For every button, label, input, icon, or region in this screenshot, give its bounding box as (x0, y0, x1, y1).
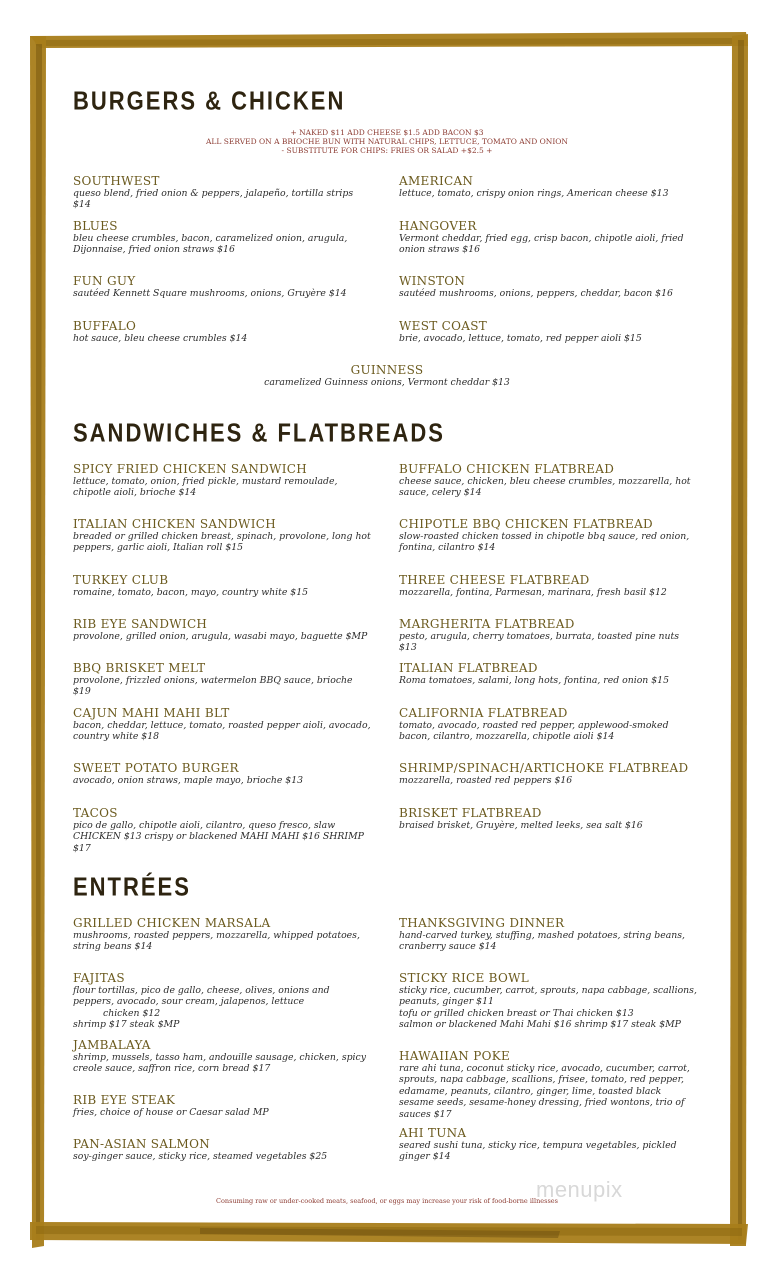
item-desc: brie, avocado, lettuce, tomato, red pepper aioli $15 (399, 333, 642, 344)
section-title-burgers: BURGERS & CHICKEN (73, 86, 346, 116)
item-name: BBQ BRISKET MELT (73, 661, 206, 675)
watermark-logo: menupix (536, 1177, 623, 1202)
item-name: HANGOVER (399, 219, 477, 233)
menu-item (73, 916, 373, 953)
item-desc: Roma tomatoes, salami, long hots, fontina, red onion $15 (399, 675, 669, 686)
item-desc: lettuce, tomato, crispy onion rings, American cheese $13 (399, 188, 669, 199)
menu-item (73, 274, 373, 299)
menu-item (399, 274, 699, 299)
menu-item (73, 1038, 373, 1075)
item-name: TACOS (73, 806, 118, 820)
item-desc: shrimp, mussels, tasso ham, andouille sausage, chicken, spicy creole sauce, saffron rice, corn bread $17 (73, 1052, 366, 1075)
item-desc: soy-ginger sauce, sticky rice, steamed vegetables $25 (73, 1151, 328, 1162)
item-desc: CHICKEN $13 crispy or blackened MAHI MAHI $16 SHRIMP $17 (73, 831, 364, 854)
item-desc: seared sushi tuna, sticky rice, tempura vegetables, pickled ginger $14 (399, 1140, 677, 1163)
menu-item (399, 462, 699, 499)
menu-item (73, 971, 373, 1031)
item-name: FUN GUY (73, 274, 136, 288)
item-desc: pesto, arugula, cherry tomatoes, burrata, toasted pine nuts $13 (399, 631, 680, 654)
item-name: SOUTHWEST (73, 174, 160, 188)
item-desc: braised brisket, Gruyère, melted leeks, sea salt $16 (399, 820, 643, 831)
menu-item (399, 573, 699, 598)
item-name: THREE CHEESE FLATBREAD (399, 573, 590, 587)
item-name: CAJUN MAHI MAHI BLT (73, 706, 230, 720)
item-name: BLUES (73, 219, 118, 233)
menu-item (73, 174, 373, 211)
item-price: chicken $12 (103, 1007, 161, 1019)
item-desc: Vermont cheddar, fried egg, crisp bacon, chipotle aioli, fried onion straws $16 (399, 233, 684, 256)
item-name: AHI TUNA (399, 1126, 467, 1140)
item-desc: cheese sauce, chicken, bleu cheese crumbles, mozzarella, hot sauce, celery $14 (399, 476, 691, 499)
item-desc: caramelized Guinness onions, Vermont cheddar $13 (264, 377, 510, 388)
item-name: WINSTON (399, 274, 466, 288)
menu-item (399, 319, 699, 344)
item-name: RIB EYE SANDWICH (73, 617, 208, 631)
burger-note-line: - SUBSTITUTE FOR CHIPS: FRIES OR SALAD +$2.5 + (281, 146, 493, 155)
item-desc: sticky rice, cucumber, carrot, sprouts, napa cabbage, scallions, peanuts, ginger $11 (399, 985, 697, 1008)
menu-item (399, 174, 699, 199)
item-desc-text: flour tortillas, pico de gallo, cheese, olives, onions and peppers, avocado, sour cream, jalapenos, lettuce (73, 985, 330, 1008)
menu-item (73, 462, 373, 499)
item-name: THANKSGIVING DINNER (399, 916, 565, 930)
burger-note (0, 128, 774, 155)
item-desc: tomato, avocado, roasted red pepper, applewood-smoked bacon, cilantro, mozzarella, chipotle aioli $14 (399, 720, 669, 743)
item-desc: bleu cheese crumbles, bacon, caramelized onion, arugula, Dijonnaise, fried onion straws $16 (73, 233, 348, 256)
item-name: BRISKET FLATBREAD (399, 806, 542, 820)
item-desc: tofu or grilled chicken breast or Thai chicken $13 (399, 1007, 634, 1019)
menu-item (399, 1126, 699, 1163)
menu-item (399, 916, 699, 953)
menu-item (399, 761, 699, 786)
item-name: TURKEY CLUB (73, 573, 169, 587)
item-desc (73, 985, 373, 1019)
menu-item (73, 806, 373, 854)
item-name: STICKY RICE BOWL (399, 971, 530, 985)
item-desc: mozzarella, fontina, Parmesan, marinara, fresh basil $12 (399, 587, 667, 598)
item-desc: slow-roasted chicken tossed in chipotle bbq sauce, red onion, fontina, cilantro $14 (399, 531, 690, 554)
menu-item (73, 617, 373, 642)
item-desc: lettuce, tomato, onion, fried pickle, mustard remoulade, chipotle aioli, brioche $14 (73, 476, 338, 499)
item-desc: romaine, tomato, bacon, mayo, country white $15 (73, 587, 309, 598)
item-name: SPICY FRIED CHICKEN SANDWICH (73, 462, 307, 476)
item-name: CHIPOTLE BBQ CHICKEN FLATBREAD (399, 517, 653, 531)
menu-item (399, 806, 699, 831)
menu-item (399, 661, 699, 686)
menu-item (399, 706, 699, 743)
item-name: HAWAIIAN POKE (399, 1049, 511, 1063)
item-desc: bacon, cheddar, lettuce, tomato, roasted pepper aioli, avocado, country white $18 (73, 720, 371, 743)
item-name: MARGHERITA FLATBREAD (399, 617, 575, 631)
item-name: GUINNESS (350, 363, 424, 377)
menu-item (187, 363, 587, 388)
item-desc: shrimp $17 steak $MP (73, 1019, 180, 1031)
item-name: ITALIAN FLATBREAD (399, 661, 538, 675)
item-desc: mozzarella, roasted red peppers $16 (399, 775, 573, 786)
item-desc: rare ahi tuna, coconut sticky rice, avocado, cucumber, carrot, sprouts, napa cabbage, scallions, frisee, tomato, red pepper, edamame, peanuts, cilantro, ginger, lime, toasted black sesame seeds, sesame-honey dressing, fried wontons, trio of sauces $17 (399, 1063, 690, 1120)
item-desc: breaded or grilled chicken breast, spinach, provolone, long hot peppers, garlic aioli, Italian roll $15 (73, 531, 371, 554)
item-desc: sautéed Kennett Square mushrooms, onions, Gruyère $14 (73, 288, 347, 299)
item-name: SWEET POTATO BURGER (73, 761, 239, 775)
menu-item (73, 1137, 373, 1162)
item-name: GRILLED CHICKEN MARSALA (73, 916, 271, 930)
section-title-entrees: ENTRÉES (73, 872, 191, 902)
menu-item (399, 617, 699, 654)
menu-item (73, 706, 373, 743)
item-desc: mushrooms, roasted peppers, mozzarella, whipped potatoes, string beans $14 (73, 930, 360, 953)
menu-item (73, 761, 373, 786)
item-desc: queso blend, fried onion & peppers, jalapeño, tortilla strips $14 (73, 188, 354, 211)
food-safety-notice: Consuming raw or under-cooked meats, seafood, or eggs may increase your risk of food-borne illnesses (216, 1197, 558, 1205)
menu-item (399, 219, 699, 256)
item-desc: provolone, grilled onion, arugula, wasabi mayo, baguette $MP (73, 631, 368, 642)
item-name: BUFFALO (73, 319, 137, 333)
menu-item (73, 661, 373, 698)
burger-note-line: + NAKED $11 ADD CHEESE $1.5 ADD BACON $3 (290, 128, 484, 137)
item-desc: hand-carved turkey, stuffing, mashed potatoes, string beans, cranberry sauce $14 (399, 930, 685, 953)
item-name: JAMBALAYA (73, 1038, 151, 1052)
menu-item (399, 1049, 699, 1120)
item-desc: hot sauce, bleu cheese crumbles $14 (73, 333, 248, 344)
menu-item (73, 517, 373, 554)
item-name: ITALIAN CHICKEN SANDWICH (73, 517, 276, 531)
menu-item (399, 971, 699, 1031)
item-desc: sautéed mushrooms, onions, peppers, cheddar, bacon $16 (399, 288, 673, 299)
item-desc: avocado, onion straws, maple mayo, brioche $13 (73, 775, 304, 786)
menu-item (73, 319, 373, 344)
menu-item (73, 1093, 373, 1118)
item-name: AMERICAN (399, 174, 474, 188)
section-title-sandwiches: SANDWICHES & FLATBREADS (73, 418, 445, 448)
item-name: PAN-ASIAN SALMON (73, 1137, 211, 1151)
item-desc: provolone, frizzled onions, watermelon BBQ sauce, brioche $19 (73, 675, 353, 698)
menu-item (399, 517, 699, 554)
item-name: WEST COAST (399, 319, 488, 333)
item-desc: salmon or blackened Mahi Mahi $16 shrimp $17 steak $MP (399, 1019, 681, 1031)
item-name: SHRIMP/SPINACH/ARTICHOKE FLATBREAD (399, 761, 689, 775)
item-desc: fries, choice of house or Caesar salad MP (73, 1107, 269, 1118)
item-name: BUFFALO CHICKEN FLATBREAD (399, 462, 615, 476)
item-name: FAJITAS (73, 971, 125, 985)
menu-item (73, 573, 373, 598)
burger-note-line: ALL SERVED ON A BRIOCHE BUN WITH NATURAL CHIPS, LETTUCE, TOMATO AND ONION (205, 137, 568, 146)
menu-item (73, 219, 373, 256)
item-name: RIB EYE STEAK (73, 1093, 176, 1107)
item-desc: pico de gallo, chipotle aioli, cilantro, queso fresco, slaw (73, 820, 336, 831)
item-name: CALIFORNIA FLATBREAD (399, 706, 568, 720)
